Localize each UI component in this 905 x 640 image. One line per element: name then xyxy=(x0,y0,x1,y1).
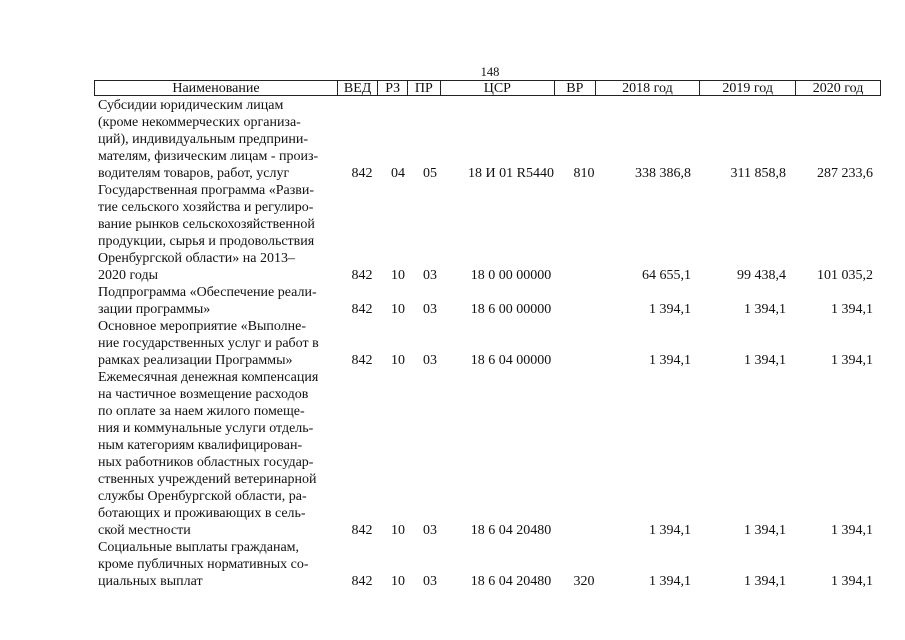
name-line: Подпрограмма «Обеспечение реали- xyxy=(98,285,317,300)
name-line: по оплате за наем жилого помеще- xyxy=(98,404,305,419)
cell-rz: 10 xyxy=(391,268,405,283)
cell-2020: 1 394,1 xyxy=(831,574,873,589)
header-name: Наименование xyxy=(95,81,338,95)
name-line: ным категориям квалифицирован- xyxy=(98,438,303,453)
cell-pr: 03 xyxy=(423,302,437,317)
row-name xyxy=(98,318,338,369)
cell-csr: 18 6 04 00000 xyxy=(470,353,552,368)
header-2018: 2018 год xyxy=(596,81,701,95)
name-line: продукции, сырья и продовольствия xyxy=(98,234,315,249)
cell-rz: 10 xyxy=(391,523,405,538)
name-line: Субсидии юридическим лицам xyxy=(98,98,284,113)
cell-pr: 03 xyxy=(423,353,437,368)
cell-2019: 1 394,1 xyxy=(744,353,786,368)
cell-2019: 1 394,1 xyxy=(744,302,786,317)
cell-ved: 842 xyxy=(351,302,373,317)
name-line: Основное мероприятие «Выполне- xyxy=(98,319,307,334)
cell-csr: 18 6 04 20480 xyxy=(470,523,552,538)
name-line: службы Оренбургской области, ра- xyxy=(98,489,307,504)
cell-pr: 05 xyxy=(423,166,437,181)
cell-2019: 1 394,1 xyxy=(744,523,786,538)
cell-ved: 842 xyxy=(351,523,373,538)
cell-csr: 18 6 04 20480 xyxy=(470,574,552,589)
cell-ved: 842 xyxy=(351,166,373,181)
cell-2020: 1 394,1 xyxy=(831,302,873,317)
name-line: рамках реализации Программы» xyxy=(98,353,293,368)
name-line: на частичное возмещение расходов xyxy=(98,387,309,402)
name-line: кроме публичных нормативных со- xyxy=(98,557,309,572)
table-header xyxy=(94,80,881,96)
row-name xyxy=(98,369,338,539)
name-line: вание рынков сельскохозяйственной xyxy=(98,217,315,232)
row-name xyxy=(98,284,338,318)
page-number: 148 xyxy=(480,65,500,79)
name-line: Социальные выплаты гражданам, xyxy=(98,540,300,555)
name-line: (кроме некоммерческих организа- xyxy=(98,115,301,130)
cell-2018: 338 386,8 xyxy=(635,166,691,181)
cell-ved: 842 xyxy=(351,268,373,283)
name-line: ственных учреждений ветеринарной xyxy=(98,472,317,487)
cell-2019: 1 394,1 xyxy=(744,574,786,589)
row-name xyxy=(98,182,338,284)
row-name xyxy=(98,97,338,182)
name-line: ботающих и проживающих в сель- xyxy=(98,506,306,521)
cell-2018: 1 394,1 xyxy=(649,302,691,317)
name-line: мателям, физическим лицам - произ- xyxy=(98,149,319,164)
cell-vr: 810 xyxy=(573,166,595,181)
name-line: тие сельского хозяйства и регулиро- xyxy=(98,200,314,215)
header-csr: ЦСР xyxy=(441,81,556,95)
cell-ved: 842 xyxy=(351,353,373,368)
cell-pr: 03 xyxy=(423,523,437,538)
name-line: водителям товаров, работ, услуг xyxy=(98,166,290,181)
cell-pr: 03 xyxy=(423,268,437,283)
cell-rz: 04 xyxy=(391,166,405,181)
cell-rz: 10 xyxy=(391,302,405,317)
cell-2020: 287 233,6 xyxy=(817,166,873,181)
name-line: ций), индивидуальным предприни- xyxy=(98,132,309,147)
cell-2018: 1 394,1 xyxy=(649,523,691,538)
cell-2020: 101 035,2 xyxy=(817,268,873,283)
row-name xyxy=(98,539,338,590)
name-line: 2020 годы xyxy=(98,268,159,283)
header-vr: ВР xyxy=(555,81,595,95)
name-line: Государственная программа «Разви- xyxy=(98,183,314,198)
cell-2020: 1 394,1 xyxy=(831,353,873,368)
cell-rz: 10 xyxy=(391,574,405,589)
name-line: ных работников областных государ- xyxy=(98,455,314,470)
name-line: зации программы» xyxy=(98,302,211,317)
cell-2018: 1 394,1 xyxy=(649,574,691,589)
cell-ved: 842 xyxy=(351,574,373,589)
cell-csr: 18 6 00 00000 xyxy=(470,302,552,317)
cell-rz: 10 xyxy=(391,353,405,368)
cell-csr: 18 И 01 R5440 xyxy=(468,166,554,181)
cell-2019: 99 438,4 xyxy=(737,268,786,283)
cell-csr: 18 0 00 00000 xyxy=(470,268,552,283)
name-line: ния и коммунальные услуги отдель- xyxy=(98,421,314,436)
header-ved: ВЕД xyxy=(338,81,378,95)
header-rz: РЗ xyxy=(378,81,408,95)
name-line: циальных выплат xyxy=(98,574,203,589)
name-line: ской местности xyxy=(98,523,191,538)
header-2020: 2020 год xyxy=(812,81,864,96)
name-line: ние государственных услуг и работ в xyxy=(98,336,319,351)
cell-2018: 64 655,1 xyxy=(642,268,691,283)
header-2019: 2019 год xyxy=(700,81,796,95)
cell-vr: 320 xyxy=(573,574,595,589)
name-line: Ежемесячная денежная компенсация xyxy=(98,370,319,385)
cell-2018: 1 394,1 xyxy=(649,353,691,368)
cell-pr: 03 xyxy=(423,574,437,589)
name-line: Оренбургской области» на 2013– xyxy=(98,251,295,266)
cell-2020: 1 394,1 xyxy=(831,523,873,538)
header-pr: ПР xyxy=(408,81,441,95)
cell-2019: 311 858,8 xyxy=(730,166,786,181)
